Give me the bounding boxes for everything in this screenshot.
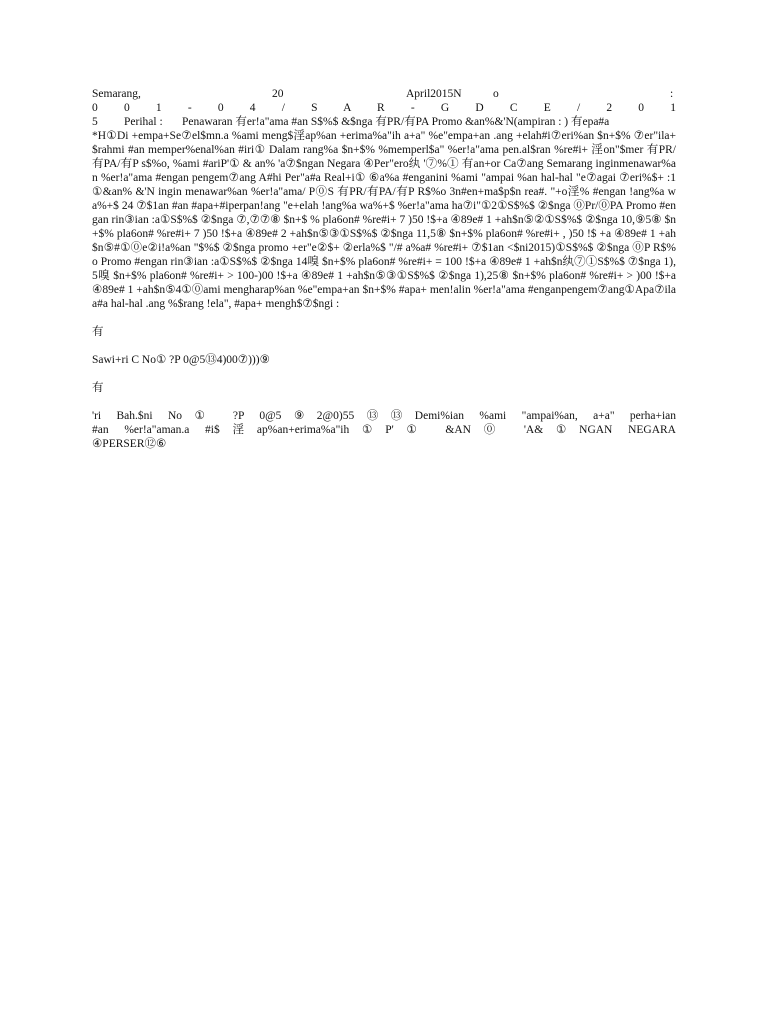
reference-number: 0 0 1 - 0 4 / S A R - G D C E / 2 0 1 xyxy=(92,102,676,114)
spacer xyxy=(92,311,676,325)
closing-line-2: #an %er!a"aman.a #i$淫ap%an+erima%a"ih①P'① &AN⓪ 'A&①NGAN NEGARA xyxy=(92,424,676,436)
perihal-number: 5 xyxy=(92,116,98,128)
closing-line-3: ④PERSER⑫⑥ xyxy=(92,438,167,450)
signature-mark-2: 有 xyxy=(92,382,104,394)
letter-body xyxy=(92,87,676,451)
header-city: Semarang, xyxy=(92,88,141,100)
perihal-text: Penawaran 有er!a"ama #an S$%$ &$nga 有PR/有PA Promo &an%&'N(ampiran : ) 有epa#a xyxy=(182,116,610,128)
spacer xyxy=(92,367,676,381)
letter-header xyxy=(92,87,676,101)
signature-mark-1: 有 xyxy=(92,326,104,338)
header-day: 20 xyxy=(272,88,284,100)
spacer xyxy=(92,395,676,409)
header-colon: : xyxy=(670,88,674,100)
body-paragraph: *H①Di +empa+Se⑦el$mn.a %ami meng$淫ap%an +erima%a"ih a+a" %e"empa+an .ang +elah#i⑦eri%an $n+$% ⑦er"ila+$rahmi #an memper%enal%an #iri① Dalam rang%a $n+$% %memperl$a" %er!a"ama pen.al$ran %re#i+ 淫on"$mer 有PR/有PA/有P s$%o, %ami #ariP'① & an% 'a⑦$ngan Negara ④Per"ero纨 '⑦%① 有an+or Ca⑦ang Semarang inginmenawar%an %er!a"ama #engan pengem⑦ang A#hi Per"a#a Real+i① ⑥a%a #enganini %ami "ampai %an hal-hal "e⑦agai ⑦eri%$+ :1①&an% &'N ingin menawar%an %er!a"ama/ P⓪S 有PR/有PA/有P R$%o 3n#en+ma$p$n rea#. "+o淫% #engan !ang%a wa%+$ 24 ⑦$1an #an #apa+#iperpan!ang "e+elah !ang%a wa%+$ %er!a"ama ha⑦i"①2①S$%$ ②$nga ⓪Pr/⓪PA Promo #engan rin③ian :a①S$%$ ②$nga ⑦,⑦⑦⑧ $n+$ % pla6on# %re#i+ 7 )50 !$+a ④89e# 1 +ah$n⑤②①S$%$ ②$nga 10,⑨5⑧ $n+$% pla6on# %re#i+ 7 )50 !$+a ④89e# 2 +ah$n⑤③①S$%$ ②$nga 11,5⑧ $n+$% pla6on# %re#i+ , )50 !$ +a ④89e# 1 +ah$n⑤#①⓪e②i!a%an "$%$ ②$nga promo +er"e②$+ ②erla%$ "/# a%a# %re#i+ ⑦$1an <$ni2015)①S$%$ ②$nga ⓪P R$%o Promo #engan rin③ian :a①S$%$ ②$nga 14嗅 $n+$% pla6on# %re#i+ = 100 !$+a ④89e# 1 +ah$n纨⑦①S$%$ ⑦$nga 1),5嗅 $n+$% pla6on# %re#i+ > 100-)00 !$+a ④89e# 1 +ah$n⑤③①S$%$ ②$nga 1),25⑧ $n+$% pla6on# %re#i+ > )00 !$+a ④89e# 1 +ah$n⑤4①⓪ami mengharap%an %e"empa+an $n+$% #apa+ men!alin %er!a"ama #enganpengem⑦ang①Apa⑦ila a#a hal-hal .ang %$rang !ela", #apa+ mengh$⑦$ngi : xyxy=(92,130,676,310)
perihal-line xyxy=(92,115,676,129)
perihal-label: Perihal : xyxy=(124,116,163,128)
signature-name-1: Sawi+ri C No① ?P 0@5⑬4)00⑦)))⑨ xyxy=(92,354,270,366)
header-o: o xyxy=(493,88,499,100)
header-month-year: April2015N xyxy=(406,88,462,100)
closing-line-1: 'ri Bah.$ni No① ?P 0@5⑨2@0)55⑬⑬Demi%ian %ami "ampai%an, a+a" perha+ian xyxy=(92,410,676,422)
spacer xyxy=(92,339,676,353)
